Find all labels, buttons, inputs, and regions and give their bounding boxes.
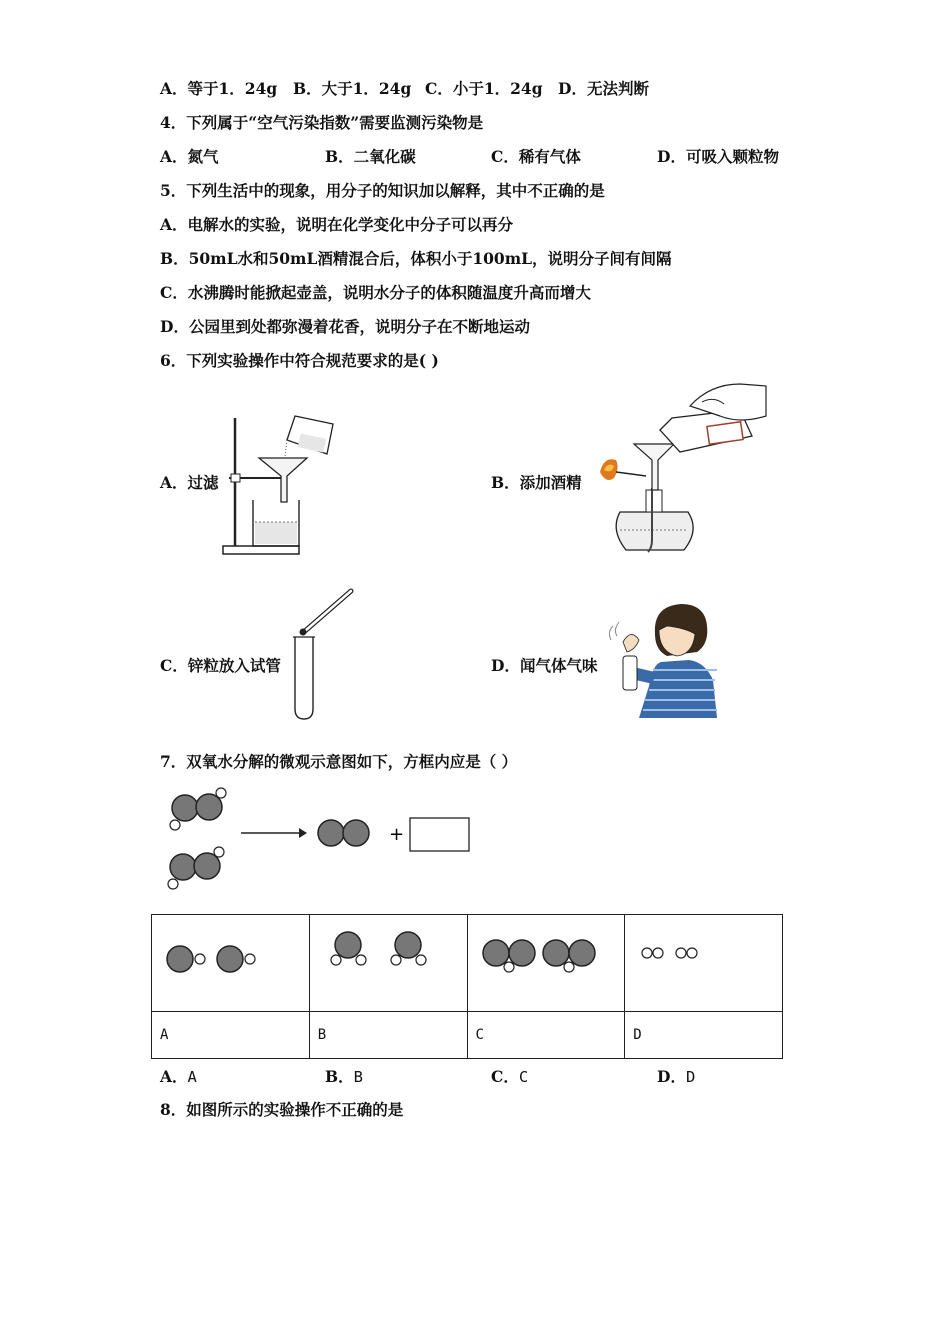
q4-option-a: A．氮气 [160,147,219,166]
cell-a-diagram [152,915,310,1012]
table-label-a: A [152,1012,310,1059]
q7-stem: 7．双氧水分解的微观示意图如下，方框内应是（ ） [160,752,518,771]
q3-option-d: D．无法判断 [558,79,649,98]
q4-option-b: B．二氧化碳 [325,147,416,166]
cell-b-diagram [309,915,467,1012]
q6-option-a: A．过滤 [160,473,219,492]
q6-option-c: C．锌粒放入试管 [160,656,281,675]
q8-stem: 8．如图所示的实验操作不正确的是 [160,1100,404,1119]
q6-stem: 6．下列实验操作中符合规范要求的是( ) [160,351,439,370]
q5-option-b: B．50mL水和50mL酒精混合后，体积小于100mL，说明分子间有间隔 [160,249,672,268]
add-alcohol-illustration [590,380,770,560]
smell-gas-illustration [605,600,725,720]
answer-table [151,914,783,1059]
q7-option-c: C．C [491,1067,529,1086]
cell-c-diagram [467,915,625,1012]
q5-option-d: D．公园里到处都弥漫着花香，说明分子在不断地运动 [160,317,530,336]
q3-option-b: B．大于1．24g [293,79,412,98]
reaction-diagram [165,785,485,895]
q7-option-b: B．B [325,1067,363,1086]
q6-option-b: B．添加酒精 [491,473,582,492]
q5-option-a: A．电解水的实验，说明在化学变化中分子可以再分 [160,215,514,234]
q4-stem: 4．下列属于“空气污染指数”需要监测污染物是 [160,113,484,132]
plus-sign: + [389,824,405,845]
q4-option-d: D．可吸入颗粒物 [657,147,779,166]
q3-option-a: A．等于1．24g [160,79,278,98]
table-label-c: C [467,1012,625,1059]
q7-option-d: D．D [657,1067,696,1086]
zinc-testtube-illustration [285,585,375,725]
q5-stem: 5．下列生活中的现象，用分子的知识加以解释，其中不正确的是 [160,181,605,200]
table-label-b: B [309,1012,467,1059]
cell-d-diagram [625,915,783,1012]
q7-option-a: A．A [160,1067,197,1086]
q5-option-c: C．水沸腾时能掀起壶盖，说明水分子的体积随温度升高而增大 [160,283,591,302]
q6-option-d: D．闻气体气味 [491,656,598,675]
table-label-d: D [625,1012,783,1059]
q3-option-c: C．小于1．24g [425,79,543,98]
q4-option-c: C．稀有气体 [491,147,581,166]
filtration-illustration [215,410,345,560]
